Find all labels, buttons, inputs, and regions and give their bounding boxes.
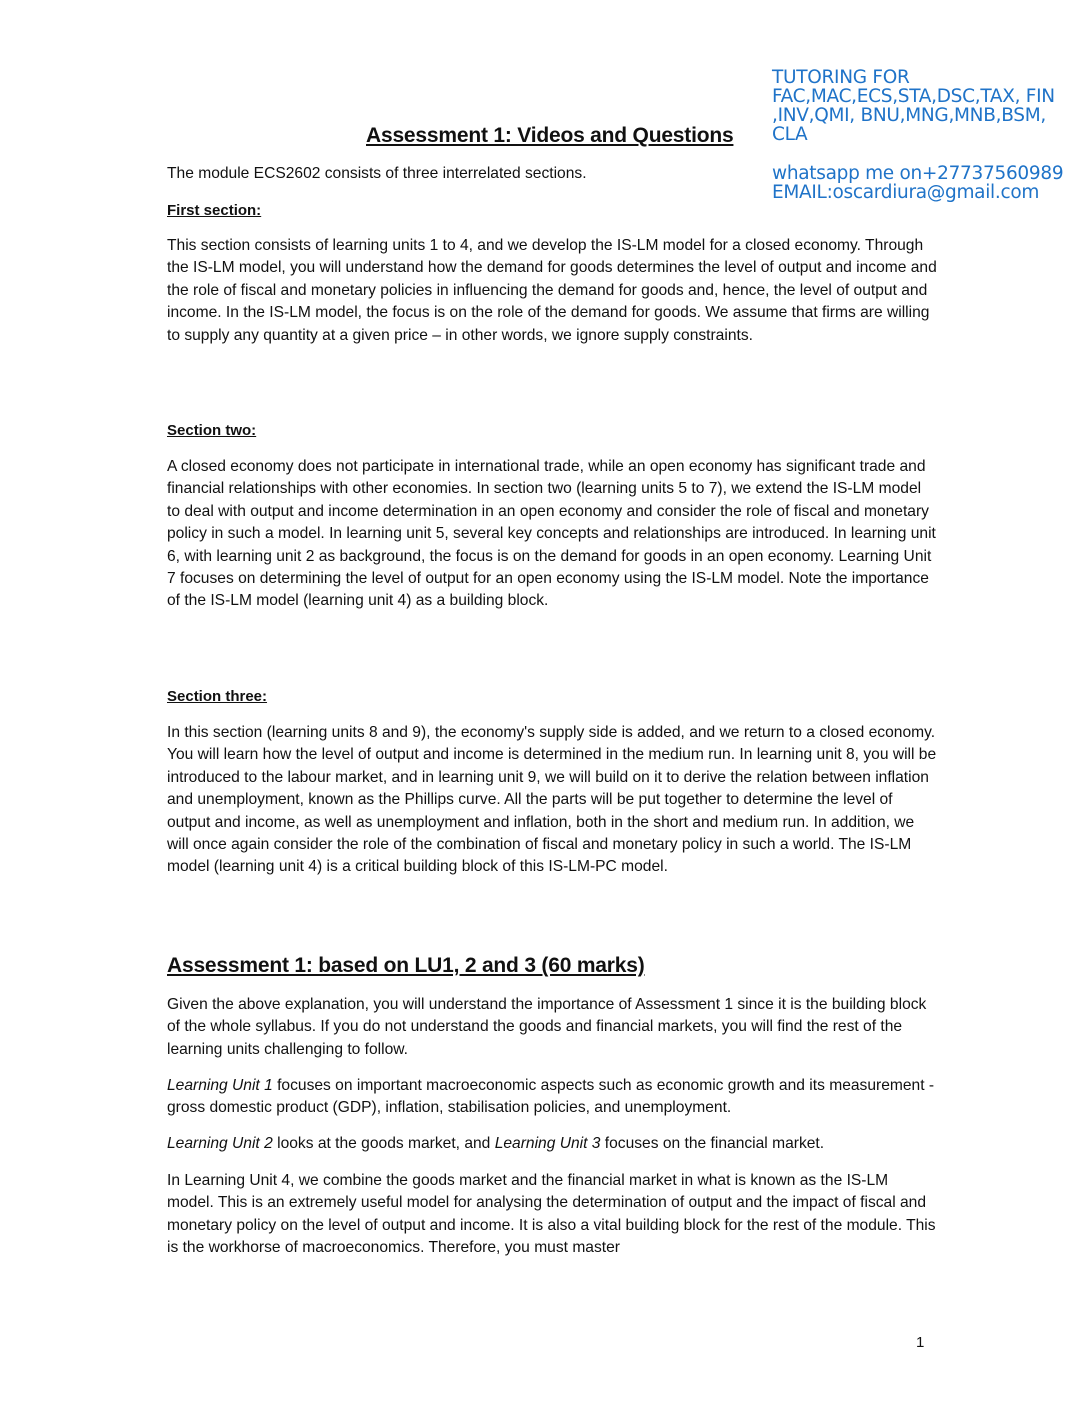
section-two-heading: Section two: — [167, 422, 257, 439]
assessment-heading: Assessment 1: based on LU1, 2 and 3 (60 marks) — [167, 954, 645, 977]
learning-unit-4-paragraph: In Learning Unit 4, we combine the goods market and the financial market in what is known as the IS-LM model. This is an extremely useful model for analysing the determination of output and the impact of fiscal and monetary policy on the level of output and income. It is also a vital building block for the rest of the module. This is the workhorse of macroeconomics. Therefore, you must master — [167, 1172, 936, 1257]
tutoring-line-2: FAC,MAC,ECS,STA,DSC,TAX, FIN — [772, 86, 1055, 107]
learning-unit-2-label: Learning Unit 2 — [167, 1135, 273, 1152]
learning-unit-1-text: focuses on important macroeconomic aspects such as economic growth and its measurement - gross domestic product (GDP), inflation, stabilisation policies, and unemployment. — [167, 1077, 935, 1117]
section-three-heading: Section three: — [167, 688, 268, 705]
tutoring-line-4: CLA — [772, 124, 808, 145]
tutoring-line-1: TUTORING FOR — [772, 67, 910, 88]
tutoring-whatsapp: whatsapp me on+27737560989 — [772, 163, 1064, 184]
tutoring-spacer — [772, 144, 1072, 164]
assessment-paragraph-1: Given the above explanation, you will understand the importance of Assessment 1 since it is the building block of the whole syllabus. If you do not understand the goods and financial markets, you will find the rest of the learning units challenging to follow. — [167, 996, 927, 1058]
first-section-text: This section consists of learning units 1 to 4, and we develop the IS-LM model for a closed economy. Through the IS-LM model, you will understand how the demand for goods determines the level of output and income and the role of fiscal and monetary policies in influencing the demand for goods and, hence, the level of output and income. In the IS-LM model, the focus is on the role of the demand for goods. We assume that firms are willing to supply any quantity at a given price – in other words, we ignore supply constraints. — [167, 237, 937, 344]
section-three-text: In this section (learning units 8 and 9), the economy's supply side is added, and we return to a closed economy. You will learn how the level of output and income is determined in the medium run. In learning unit 8, you will be introduced to the labour market, and in learning unit 9, we will build on it to derive the relation between inflation and unemployment, known as the Phillips curve. All the parts will be put together to determine the level of output and income, as well as unemployment and inflation, both in the short and medium run. In addition, we will once again consider the role of the combination of fiscal and monetary policy in such a world. The IS-LM model (learning unit 4) is a critical building block of this IS-LM-PC model. — [167, 724, 937, 876]
tutoring-email: EMAIL:oscardiura@gmail.com — [772, 182, 1040, 203]
tutoring-line-3: ,INV,QMI, BNU,MNG,MNB,BSM, — [772, 105, 1046, 126]
learning-unit-2-3-paragraph — [167, 1133, 937, 1155]
intro-paragraph: The module ECS2602 consists of three interrelated sections. — [167, 165, 587, 182]
learning-unit-3-text: focuses on the financial market. — [600, 1135, 825, 1152]
section-two-text: A closed economy does not participate in international trade, while an open economy has significant trade and financial relationships with other economies. In section two (learning units 5 to 7), we extend the IS-LM model to deal with output and income determination in an open economy and consider the role of fiscal and monetary policy in such a model. In learning unit 5, several key concepts and relationships are introduced. In learning unit 6, with learning unit 2 as background, the focus is on the demand for goods in an open economy. Learning Unit 7 focuses on determining the level of output for an open economy using the IS-LM model. Note the importance of the IS-LM model (learning unit 4) as a building block. — [167, 458, 936, 610]
learning-unit-1-paragraph — [167, 1075, 937, 1120]
first-section-heading: First section: — [167, 202, 262, 219]
page-number: 1 — [916, 1334, 925, 1351]
learning-unit-1-label: Learning Unit 1 — [167, 1077, 273, 1094]
document-title: Assessment 1: Videos and Questions — [366, 124, 734, 147]
learning-unit-3-label: Learning Unit 3 — [494, 1135, 601, 1152]
learning-unit-2-text: looks at the goods market, and — [272, 1135, 495, 1152]
